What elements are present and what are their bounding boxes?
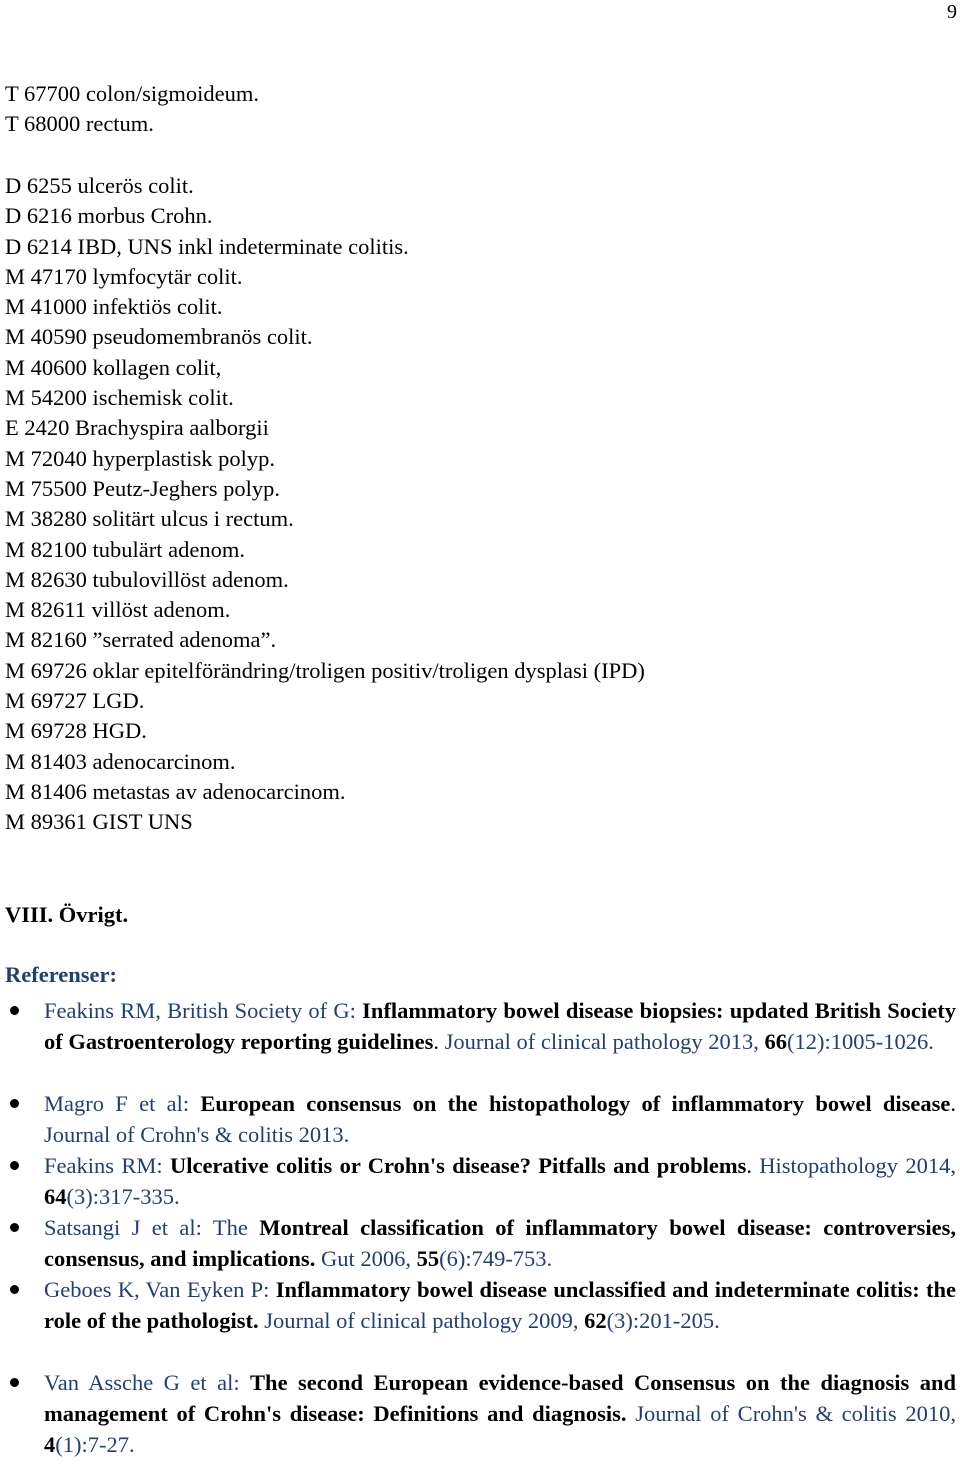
bullet-icon xyxy=(10,1378,19,1387)
code-line: M 41000 infektiös colit. xyxy=(5,294,223,320)
code-line: M 81403 adenocarcinom. xyxy=(5,748,236,774)
code-line: M 75500 Peutz-Jeghers polyp. xyxy=(5,475,280,501)
page-number: 9 xyxy=(947,1,957,23)
reference-volume: 4 xyxy=(44,1432,56,1457)
code-line: T 67700 colon/sigmoideum. xyxy=(5,81,259,106)
code-line: M 81406 metastas av adenocarcinom. xyxy=(5,778,346,804)
reference-item xyxy=(0,1212,956,1274)
bullet-icon xyxy=(10,1161,19,1170)
reference-authors: Magro F et al: xyxy=(44,1091,201,1116)
reference-authors: Geboes K, Van Eyken P: xyxy=(44,1277,276,1302)
reference-item xyxy=(0,1150,956,1212)
reference-title: Montreal classification of inflammatory bowel disease: controversies, consensus, and implications. xyxy=(44,1215,956,1271)
code-line: D 6216 morbus Crohn. xyxy=(5,203,213,229)
reference-volume: 55 xyxy=(416,1246,440,1271)
reference-title: The second European evidence-based Consensus on the diagnosis and management of Crohn's disease: Definitions and diagnosis. xyxy=(44,1370,957,1426)
references-title: Referenser: xyxy=(5,962,118,987)
reference-journal: Journal of clinical pathology 2009, xyxy=(264,1308,585,1333)
reference-item xyxy=(0,1088,956,1150)
code-line: M 72040 hyperplastisk polyp. xyxy=(5,445,275,471)
reference-authors: Feakins RM: xyxy=(44,1153,170,1178)
code-line: M 69726 oklar epitelförändring/troligen positiv/troligen dysplasi (IPD) xyxy=(5,657,645,683)
reference-authors: Feakins RM, British Society of G: xyxy=(44,998,363,1023)
bullet-icon xyxy=(10,1223,19,1232)
code-line: M 38280 solitärt ulcus i rectum. xyxy=(5,506,294,532)
code-line: D 6214 IBD, UNS inkl indeterminate colitis. xyxy=(5,233,409,259)
reference-pages: (1):7-27. xyxy=(55,1432,135,1457)
reference-journal: Gut 2006, xyxy=(320,1246,417,1271)
reference-list xyxy=(0,995,960,1460)
code-line: M 69728 HGD. xyxy=(5,718,147,744)
topography-code-list xyxy=(5,79,955,140)
reference-volume: 64 xyxy=(44,1184,67,1209)
section-heading: VIII. Övrigt. xyxy=(5,902,129,927)
code-line: M 82611 villöst adenom. xyxy=(5,597,231,623)
reference-separator: . xyxy=(746,1153,760,1178)
reference-separator: . xyxy=(950,1091,956,1116)
code-line: M 40590 pseudomembranös colit. xyxy=(5,324,313,350)
reference-authors: Van Assche G et al: xyxy=(44,1370,251,1395)
code-line: M 40600 kollagen colit, xyxy=(5,354,222,380)
reference-pages: (12):1005-1026. xyxy=(787,1029,934,1054)
code-line: M 82160 ”serrated adenoma”. xyxy=(5,627,277,653)
code-line: M 69727 LGD. xyxy=(5,688,145,714)
reference-title: Inflammatory bowel disease biopsies: updated British Society of Gastroenterology reporting guidelines xyxy=(44,998,956,1054)
code-line: E 2420 Brachyspira aalborgii xyxy=(5,415,269,441)
reference-title: European consensus on the histopathology of inflammatory bowel disease xyxy=(200,1091,951,1116)
code-line: D 6255 ulcerös colit. xyxy=(5,173,194,198)
reference-volume: 66 xyxy=(764,1029,788,1054)
reference-pages: (6):749-753. xyxy=(439,1246,553,1271)
code-line: M 89361 GIST UNS xyxy=(5,809,193,835)
bullet-icon xyxy=(10,1099,19,1108)
code-line: M 47170 lymfocytär colit. xyxy=(5,263,243,289)
reference-journal: Journal of Crohn's & colitis 2013. xyxy=(44,1122,350,1147)
reference-item xyxy=(0,995,956,1088)
reference-separator xyxy=(627,1401,636,1426)
code-line: M 82100 tubulärt adenom. xyxy=(5,536,245,562)
reference-journal: Journal of Crohn's & colitis 2010, xyxy=(635,1401,957,1426)
reference-volume: 62 xyxy=(584,1308,607,1333)
reference-journal: Histopathology 2014, xyxy=(759,1153,957,1178)
code-line: T 68000 rectum. xyxy=(5,111,154,137)
reference-pages: (3):317-335. xyxy=(66,1184,180,1209)
bullet-icon xyxy=(10,1285,19,1294)
code-line: M 82630 tubulovillöst adenom. xyxy=(5,566,289,592)
reference-pages: (3):201-205. xyxy=(606,1308,720,1333)
reference-authors: Satsangi J et al: The xyxy=(44,1215,260,1240)
reference-item xyxy=(0,1274,956,1367)
reference-title: Ulcerative colitis or Crohn's disease? Pitfalls and problems xyxy=(169,1153,747,1178)
reference-item xyxy=(0,1367,956,1460)
code-line: M 54200 ischemisk colit. xyxy=(5,385,234,411)
reference-title: Inflammatory bowel disease unclassified and indeterminate colitis: the role of the pathologist. xyxy=(44,1277,957,1333)
reference-journal: Journal of clinical pathology 2013, xyxy=(444,1029,765,1054)
reference-separator: . xyxy=(433,1029,445,1054)
bullet-icon xyxy=(10,1006,19,1015)
diagnosis-code-list xyxy=(5,171,955,838)
